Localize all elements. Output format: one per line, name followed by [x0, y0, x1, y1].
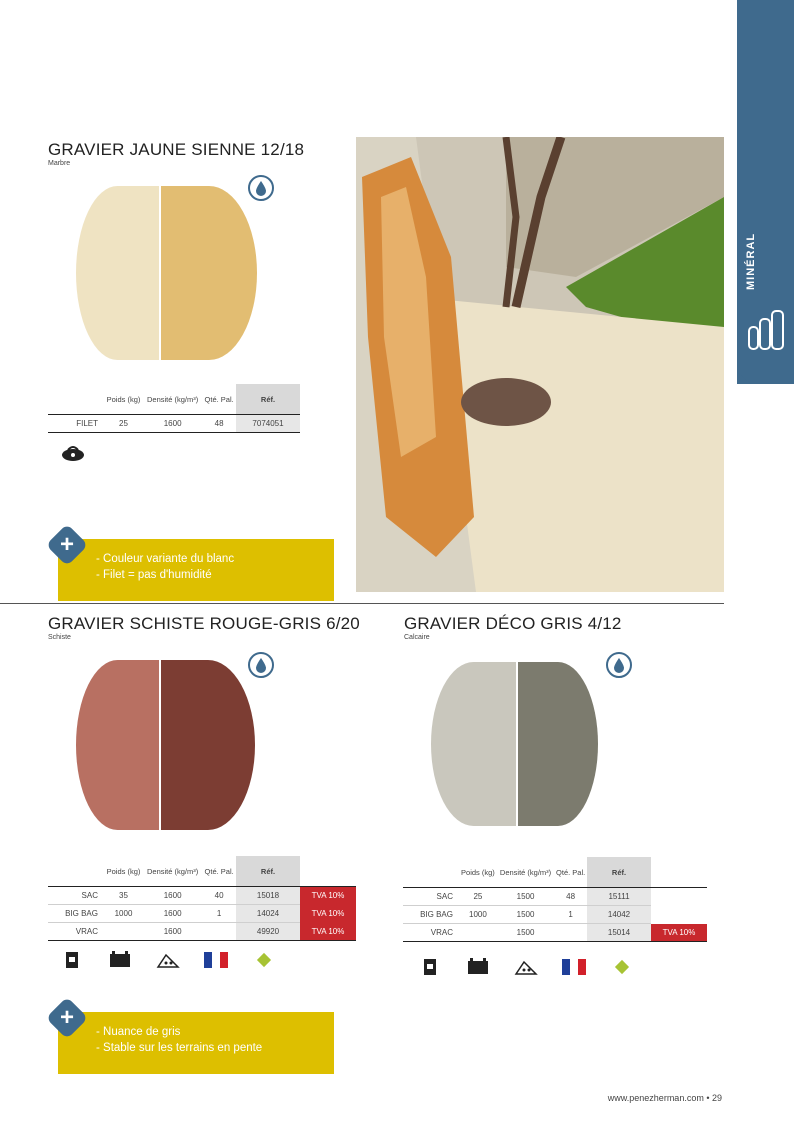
water-drop-icon — [248, 175, 274, 201]
tva-badge: TVA 10% — [300, 887, 356, 905]
diamond-icon — [240, 950, 288, 970]
row-ref: 14042 — [587, 906, 651, 924]
product-notes — [58, 1012, 334, 1074]
row-label: BIG BAG — [48, 905, 104, 923]
note-line: - Filet = pas d'humidité — [96, 569, 212, 581]
product-table — [403, 857, 707, 942]
tva-badge: TVA 10% — [651, 924, 707, 942]
france-flag-icon — [550, 957, 598, 977]
col-density: Densité (kg/m³) — [147, 866, 199, 876]
tva-badge: TVA 10% — [300, 923, 356, 941]
product-title: GRAVIER JAUNE SIENNE 12/18 — [48, 140, 305, 159]
category-tab — [737, 0, 794, 384]
tva-empty — [651, 888, 707, 906]
row-ref: 14024 — [236, 905, 300, 923]
bag-icon — [406, 957, 454, 977]
table-row — [48, 905, 356, 923]
row-qty: 1 — [554, 906, 587, 924]
col-density: Densité (kg/m³) — [147, 394, 199, 404]
row-qty: 48 — [202, 415, 236, 433]
row-weight — [104, 923, 143, 941]
france-flag-icon — [192, 950, 240, 970]
gravel-sample-wet — [518, 662, 598, 826]
row-label: FILET — [48, 415, 104, 433]
col-weight: Poids (kg) — [461, 867, 495, 877]
row-density: 1600 — [143, 923, 202, 941]
garden-photo-illustration — [356, 137, 724, 592]
col-qty: Qté. Pal. — [556, 867, 586, 877]
table-row — [403, 924, 707, 942]
category-label: MINÉRAL — [745, 232, 757, 290]
table-row — [48, 887, 356, 905]
row-ref: 15111 — [587, 888, 651, 906]
row-density: 1500 — [497, 906, 554, 924]
diamond-icon — [598, 957, 646, 977]
product-title: GRAVIER SCHISTE ROUGE-GRIS 6/20 — [48, 614, 360, 633]
footer-separator: • — [703, 1093, 712, 1103]
water-drop-icon — [248, 652, 274, 678]
product-title: GRAVIER DÉCO GRIS 4/12 — [404, 614, 622, 633]
tab-notch — [737, 372, 751, 384]
row-qty: 1 — [202, 905, 236, 923]
packaging-icons — [48, 950, 288, 970]
gravel-sample-wet — [161, 186, 257, 360]
note-line: - Couleur variante du blanc — [96, 553, 235, 565]
col-density: Densité (kg/m³) — [499, 867, 552, 877]
note-line: - Stable sur les terrains en pente — [96, 1042, 263, 1054]
stones-icon — [747, 305, 787, 355]
row-weight: 25 — [104, 415, 143, 433]
row-label: BIG BAG — [403, 906, 459, 924]
row-weight — [459, 924, 497, 942]
row-label: SAC — [403, 888, 459, 906]
page-number: 29 — [711, 1093, 722, 1103]
product-table — [48, 856, 356, 941]
product-table — [48, 384, 300, 433]
gravel-sample-dry — [76, 660, 159, 830]
plus-icon: + — [46, 524, 88, 566]
row-density: 1600 — [143, 887, 202, 905]
row-qty: 48 — [554, 888, 587, 906]
big-bag-icon — [96, 950, 144, 970]
row-ref: 7074051 — [236, 415, 300, 433]
row-label: SAC — [48, 887, 104, 905]
big-bag-icon — [454, 957, 502, 977]
table-row — [48, 923, 356, 941]
bag-icon — [48, 950, 96, 970]
row-ref: 15014 — [587, 924, 651, 942]
col-ref: Réf. — [236, 384, 300, 415]
row-ref: 15018 — [236, 887, 300, 905]
row-density: 1500 — [497, 888, 554, 906]
water-drop-icon — [606, 652, 632, 678]
col-qty: Qté. Pal. — [204, 866, 234, 876]
row-density: 1500 — [497, 924, 554, 942]
tva-empty — [651, 906, 707, 924]
col-weight: Poids (kg) — [106, 866, 141, 876]
row-density: 1600 — [143, 415, 202, 433]
bulk-pile-icon — [502, 957, 550, 977]
website-link[interactable]: www.penezherman.com — [607, 1093, 704, 1103]
col-ref: Réf. — [236, 856, 300, 887]
row-qty — [554, 924, 587, 942]
row-weight: 1000 — [459, 906, 497, 924]
packaging-icons — [406, 957, 646, 977]
gravel-sample-dry — [431, 662, 516, 826]
col-weight: Poids (kg) — [106, 394, 141, 404]
product-material: Marbre — [48, 160, 71, 167]
table-row — [403, 906, 707, 924]
net-bag-icon — [60, 444, 86, 467]
row-label: VRAC — [48, 923, 104, 941]
row-qty: 40 — [202, 887, 236, 905]
garden-photo — [356, 137, 724, 592]
tva-badge: TVA 10% — [300, 905, 356, 923]
row-weight: 35 — [104, 887, 143, 905]
row-label: VRAC — [403, 924, 459, 942]
note-line: - Nuance de gris — [96, 1026, 181, 1038]
row-weight: 1000 — [104, 905, 143, 923]
plus-icon: + — [46, 997, 88, 1039]
product-notes — [58, 539, 334, 601]
bulk-pile-icon — [144, 950, 192, 970]
row-qty — [202, 923, 236, 941]
row-weight: 25 — [459, 888, 497, 906]
gravel-sample-wet — [161, 660, 255, 830]
product-material: Calcaire — [404, 634, 430, 641]
gravel-sample-dry — [76, 186, 159, 360]
col-qty: Qté. Pal. — [204, 394, 234, 404]
table-row — [403, 888, 707, 906]
row-density: 1600 — [143, 905, 202, 923]
col-ref: Réf. — [587, 857, 651, 888]
table-row — [48, 415, 300, 433]
page-footer — [608, 1093, 722, 1103]
row-ref: 49920 — [236, 923, 300, 941]
section-divider — [0, 603, 724, 604]
product-material: Schiste — [48, 634, 71, 641]
